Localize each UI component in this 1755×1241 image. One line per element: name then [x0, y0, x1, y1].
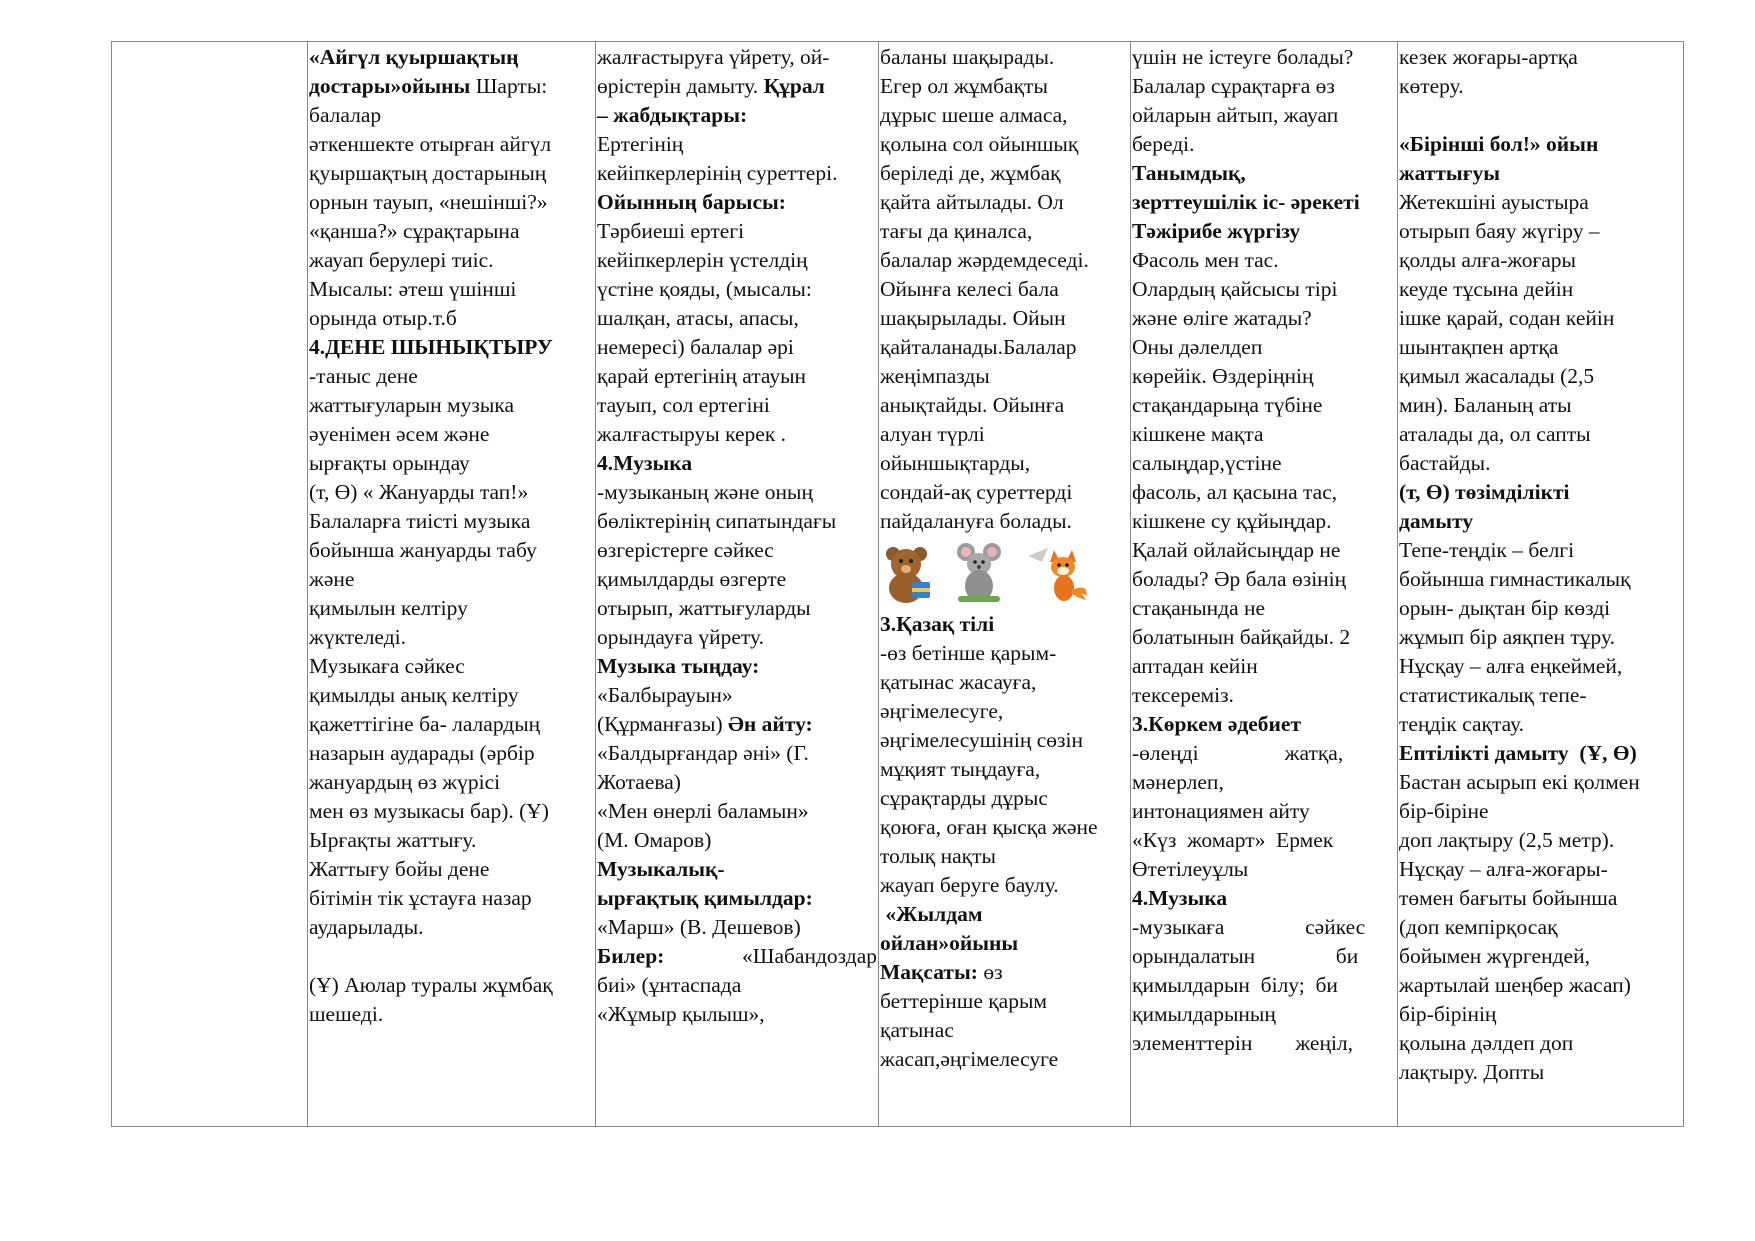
text-line: және: [309, 567, 355, 591]
text-line: бойынша жануарды табу: [309, 538, 537, 562]
text-line: тауып, сол ертегіні: [597, 393, 770, 417]
text-line: тағы да қиналса,: [880, 219, 1033, 243]
text-line: орнын тауып, «нешінші?»: [309, 190, 548, 214]
text-line: ойлан»ойыны: [880, 931, 1019, 955]
text-line: Музыкаға сәйкес: [309, 654, 465, 678]
text-line: биі» (ұнтаспада: [597, 973, 742, 997]
text-line: кейіпкерлерін үстелдің: [597, 248, 808, 272]
text-line: төмен бағыты бойынша: [1399, 886, 1618, 910]
text-line: мин). Баланың аты: [1399, 393, 1572, 417]
text-line: қайталанады.Балалар: [880, 335, 1077, 359]
column-divider: [1397, 41, 1398, 1127]
text-line: «Бірінші бол!» ойын: [1399, 132, 1599, 156]
text-line: Ойынның барысы:: [597, 190, 786, 214]
text-line: көтеру.: [1399, 74, 1464, 98]
text-line: бойымен жүргендей,: [1399, 944, 1590, 968]
text-line: бойынша гимнастикалық: [1399, 567, 1631, 591]
column-4: [1132, 43, 1396, 1058]
text-line: Егер ол жұмбақты: [880, 74, 1048, 98]
text-line: шалқан, атасы, апасы,: [597, 306, 799, 330]
text-line: Оны дәлелдеп: [1132, 335, 1263, 359]
text-line: толық нақты: [880, 844, 996, 868]
text-line: ырғақтық қимылдар:: [597, 886, 813, 910]
text-line: «Күз жомарт» Ермек: [1132, 828, 1334, 852]
column-divider: [307, 41, 308, 1127]
text-line: жаттығуы: [1399, 161, 1500, 185]
text-line: кеуде тұсына дейін: [1399, 277, 1574, 301]
text-line: бітімін тік ұстауға назар: [309, 886, 532, 910]
text-line: ойыншықтарды,: [880, 451, 1031, 475]
text-line: Мысалы: әтеш үшінші: [309, 277, 517, 301]
text-line: дамыту: [1399, 509, 1474, 533]
text-line: «Мен өнерлі баламын»: [597, 799, 809, 823]
text-line: жаттығуларын музыка: [309, 393, 515, 417]
text-line: жауап беруге баулу.: [880, 873, 1059, 897]
text-line: болатынын байқайды. 2: [1132, 625, 1351, 649]
text-line: Балалар сұрақтарға өз: [1132, 74, 1335, 98]
text-line: қимылдарды өзгерте: [597, 567, 787, 591]
text-line: стақанында не: [1132, 596, 1266, 620]
text-line: балалар: [309, 103, 382, 127]
text-line: анықтайды. Ойынға: [880, 393, 1065, 417]
section-heading: 4.Музыка: [1132, 886, 1228, 910]
text-line: зерттеушілік іс- әрекеті: [1132, 190, 1360, 214]
blank-line: [309, 942, 594, 971]
text-line: Олардың қайсысы тірі: [1132, 277, 1338, 301]
text-line: Балаларға тиісті музыка: [309, 509, 531, 533]
text-line: аталады да, ол сапты: [1399, 422, 1591, 446]
text-line: (Құрманғазы) Ән айту:: [597, 712, 813, 736]
text-line: Музыка тыңдау:: [597, 654, 760, 678]
text-line: бастайды.: [1399, 451, 1491, 475]
text-line: ішке қарай, содан кейін: [1399, 306, 1615, 330]
text-line: қолды алға-жоғары: [1399, 248, 1577, 272]
text-line: Билер: «Шабандоздар: [597, 944, 877, 968]
section-heading: 4.ДЕНЕ ШЫНЫҚТЫРУ: [309, 335, 553, 359]
text-line: -өз бетінше қарым-: [880, 641, 1057, 665]
text-line: кішкене су құйыңдар.: [1132, 509, 1332, 533]
text-line: – жабдықтары:: [597, 103, 748, 127]
text-line: қатынас жасауға,: [880, 670, 1037, 694]
text-line: мұқият тыңдауға,: [880, 757, 1041, 781]
text-line: қимылды анық келтіру: [309, 683, 519, 707]
text-line: Жотаева): [597, 770, 681, 794]
text-line: доп лақтыру (2,5 метр).: [1399, 828, 1615, 852]
column-divider: [1130, 41, 1131, 1127]
text-line: Ырғақты жаттығу.: [309, 828, 477, 852]
text-line: орын- дықтан бір көзді: [1399, 596, 1611, 620]
text-line: фасоль, ал қасына тас,: [1132, 480, 1338, 504]
text-line: орында отыр.т.б: [309, 306, 457, 330]
text-line: элементтерін жеңіл,: [1132, 1031, 1354, 1055]
text-line: жалғастыруы керек .: [597, 422, 787, 446]
text-line: «Жұмыр қылыш»,: [597, 1002, 765, 1026]
text-line: -өлеңді жатқа,: [1132, 741, 1344, 765]
text-line: Өтетілеуұлы: [1132, 857, 1249, 881]
text-line: Танымдық,: [1132, 161, 1246, 185]
text-line: көрейік. Өздеріңнің: [1132, 364, 1314, 388]
text-line: қатынас: [880, 1018, 954, 1042]
text-line: стақандарыңа түбіне: [1132, 393, 1323, 417]
text-line: лақтыру. Допты: [1399, 1060, 1545, 1084]
text-line: беріледі де, жұмбақ: [880, 161, 1061, 185]
text-line: орындалатын би: [1132, 944, 1359, 968]
text-line: мәнерлеп,: [1132, 770, 1224, 794]
text-line: отырып баяу жүгіру –: [1399, 219, 1600, 243]
text-line: қимылдарын білу; би: [1132, 973, 1338, 997]
section-heading: 4.Музыка: [597, 451, 693, 475]
text-line: қуыршақтың достарының: [309, 161, 547, 185]
text-line: береді.: [1132, 132, 1195, 156]
text-line: немересі) балалар әрі: [597, 335, 794, 359]
text-line: Ойынға келесі бала: [880, 277, 1059, 301]
text-line: үстіне қояды, (мысалы:: [597, 277, 812, 301]
section-heading: Ептілікті дамыту (Ұ, Ө): [1399, 741, 1637, 765]
text-line: Фасоль мен тас.: [1132, 248, 1279, 272]
text-line: Мақсаты: өз: [880, 960, 1003, 984]
text-line: шешеді.: [309, 1002, 384, 1026]
text-line: «Жылдам: [880, 902, 983, 926]
text-line: болады? Әр бала өзінің: [1132, 567, 1347, 591]
text-line: Жетекшіні ауыстыра: [1399, 190, 1589, 214]
text-line: теңдік сақтау.: [1399, 712, 1525, 736]
text-line: «Балбырауын»: [597, 683, 733, 707]
text-line: қимыл жасалады (2,5: [1399, 364, 1595, 388]
column-2: [597, 43, 877, 1029]
text-line: жасап,әңгімелесуге: [880, 1047, 1059, 1071]
text-line: (Ұ) Аюлар туралы жұмбақ: [309, 973, 553, 997]
text-line: -таныс дене: [309, 364, 418, 388]
text-line: «Марш» (В. Дешевов): [597, 915, 801, 939]
text-line: балалар жәрдемдеседі.: [880, 248, 1089, 272]
text-line: жеңімпазды: [880, 364, 990, 388]
text-line: (т, Ө) төзімділікті: [1399, 480, 1570, 504]
text-line: және өліге жатады?: [1132, 306, 1312, 330]
text-line: ырғақты орындау: [309, 451, 470, 475]
text-line: баланы шақырады.: [880, 45, 1055, 69]
text-line: қолына дәлдеп доп: [1399, 1031, 1574, 1055]
text-line: кезек жоғары-артқа: [1399, 45, 1578, 69]
fox-icon: [1024, 542, 1094, 604]
text-line: статистикалық тепе-: [1399, 683, 1587, 707]
text-line: өзгерістерге сәйкес: [597, 538, 774, 562]
text-line: Тәрбиеші ертегі: [597, 219, 745, 243]
text-line: өрістерін дамыту. Құрал: [597, 74, 825, 98]
text-line: жұмып бір аяқпен тұру.: [1399, 625, 1615, 649]
text-line: бөліктерінің сипатындағы: [597, 509, 837, 533]
text-line: шынтақпен артқа: [1399, 335, 1559, 359]
text-line: отырып, жаттығуларды: [597, 596, 811, 620]
text-line: шақырылады. Ойын: [880, 306, 1066, 330]
text-line: аптадан кейін: [1132, 654, 1258, 678]
column-divider: [595, 41, 596, 1127]
text-line: ойларын айтып, жауап: [1132, 103, 1339, 127]
text-line: (доп кемпірқосақ: [1399, 915, 1558, 939]
text-line: жүктеледі.: [309, 625, 406, 649]
text-line: әуенімен әсем және: [309, 422, 490, 446]
text-line: «Балдырғандар әні» (Г.: [597, 741, 809, 765]
blank-line: [1399, 101, 1683, 130]
text-line: «Айгүл қуыршақтың: [309, 45, 519, 69]
text-line: тексереміз.: [1132, 683, 1234, 707]
text-line: орындауға үйрету.: [597, 625, 764, 649]
text-line: мен өз музыкасы бар). (Ұ): [309, 799, 549, 823]
text-line: Нұсқау – алға-жоғары-: [1399, 857, 1608, 881]
text-line: (М. Омаров): [597, 828, 712, 852]
text-line: интонациямен айту: [1132, 799, 1310, 823]
section-heading: 3.Көркем әдебиет: [1132, 712, 1302, 736]
text-line: бір-бірінің: [1399, 1002, 1497, 1026]
text-line: қимылын келтіру: [309, 596, 468, 620]
text-line: жартылай шеңбер жасап): [1399, 973, 1631, 997]
text-line: қарай ертегінің атауын: [597, 364, 807, 388]
text-line: қимылдарының: [1132, 1002, 1276, 1026]
text-line: кейіпкерлерінің суреттері.: [597, 161, 838, 185]
text-line: әңгімелесушінің сөзін: [880, 728, 1083, 752]
text-line: үшін не істеуге болады?: [1132, 45, 1354, 69]
text-line: сұрақтарды дұрыс: [880, 786, 1048, 810]
column-divider: [878, 41, 879, 1127]
text-line: қоюға, оған қысқа және: [880, 815, 1098, 839]
text-line: Ертегінің: [597, 132, 684, 156]
text-line: Нұсқау – алға еңкеймей,: [1399, 654, 1623, 678]
column-5: [1399, 43, 1683, 1087]
text-line: сондай-ақ суреттерді: [880, 480, 1073, 504]
text-line: қажеттігіне ба- лалардың: [309, 712, 541, 736]
text-line: -музыканың және оның: [597, 480, 813, 504]
column-3: [880, 43, 1129, 1074]
column-1: [309, 43, 594, 1029]
text-line: «қанша?» сұрақтарына: [309, 219, 520, 243]
text-line: бір-біріне: [1399, 799, 1489, 823]
text-line: Тепе-теңдік – белгі: [1399, 538, 1575, 562]
text-line: беттерінше қарым: [880, 989, 1048, 1013]
text-line: Музыкалық-: [597, 857, 725, 881]
text-line: -музыкаға сәйкес: [1132, 915, 1366, 939]
text-line: Бастан асырып екі қолмен: [1399, 770, 1640, 794]
text-line: жауап берулері тиіс.: [309, 248, 494, 272]
text-line: пайдалануға болады.: [880, 509, 1072, 533]
text-line: қолына сол ойыншық: [880, 132, 1079, 156]
text-line: кішкене мақта: [1132, 422, 1264, 446]
text-line: назарын аударады (әрбір: [309, 741, 535, 765]
text-line: достары»ойыны Шарты:: [309, 74, 548, 98]
text-line: жануардың өз жүрісі: [309, 770, 501, 794]
text-line: әңгімелесуге,: [880, 699, 1004, 723]
mouse-icon: [952, 540, 1006, 606]
text-line: (т, Ө) « Жануарды тап!»: [309, 480, 529, 504]
text-line: Жаттығу бойы дене: [309, 857, 490, 881]
text-line: Тәжірибе жүргізу: [1132, 219, 1301, 243]
section-heading: 3.Қазақ тілі: [880, 612, 995, 636]
text-line: қайта айтылады. Ол: [880, 190, 1064, 214]
text-line: салыңдар,үстіне: [1132, 451, 1282, 475]
text-line: алуан түрлі: [880, 422, 985, 446]
toy-pictures: [880, 540, 1129, 606]
text-line: әткеншекте отырған айгүл: [309, 132, 552, 156]
text-line: дұрыс шеше алмаса,: [880, 103, 1068, 127]
teddy-bear-icon: [880, 542, 934, 604]
text-line: жалғастыруға үйрету, ой-: [597, 45, 830, 69]
text-line: Қалай ойлайсыңдар не: [1132, 538, 1341, 562]
text-line: аударылады.: [309, 915, 424, 939]
